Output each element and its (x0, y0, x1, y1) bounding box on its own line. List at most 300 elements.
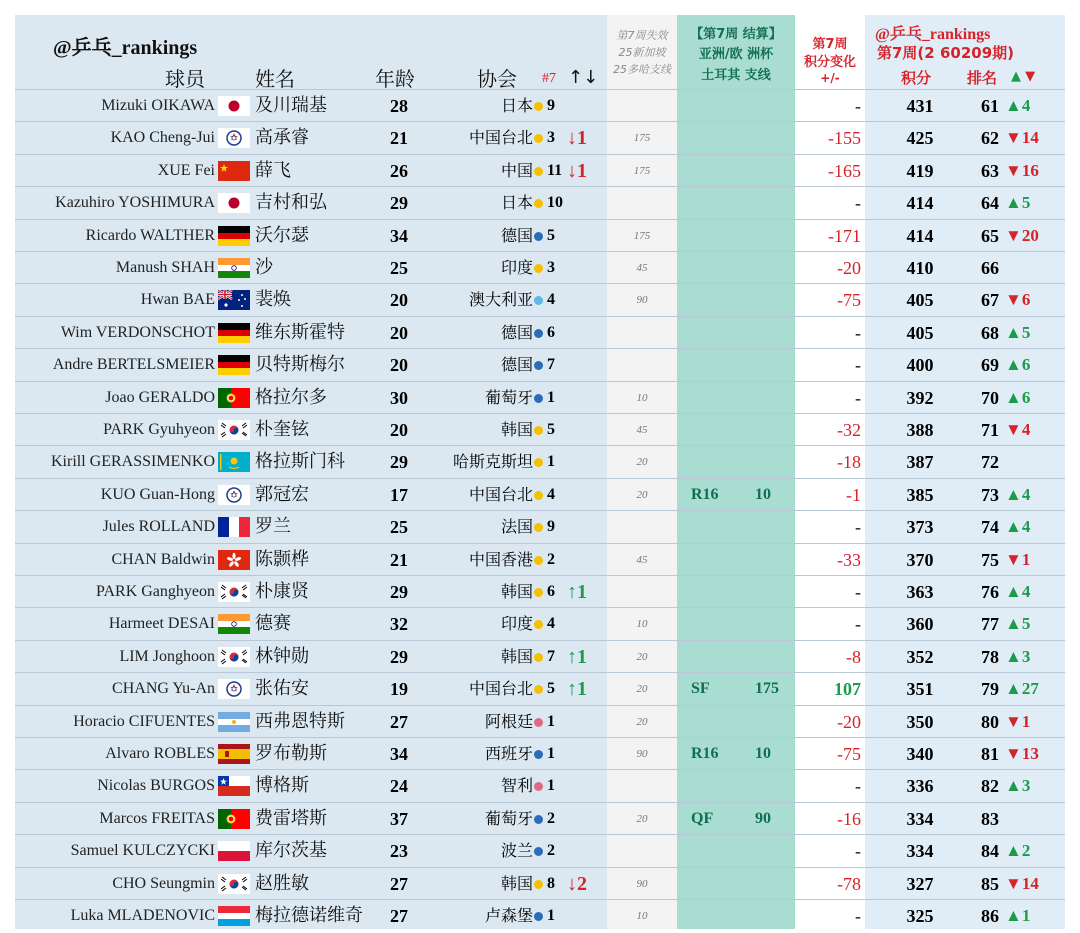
points-change: -75 (837, 744, 861, 764)
rank-change: ▲27 (1005, 679, 1039, 699)
rank-down-legend: ▼ (1025, 69, 1036, 84)
total-points: 370 (906, 549, 934, 570)
header-n7: #7 (542, 71, 556, 86)
player-age: 29 (390, 646, 408, 667)
week-sub2: 土耳其 支线 (701, 68, 771, 83)
player-english-name: CHANG Yu-An (112, 680, 215, 698)
rank-number: 79 (981, 679, 999, 700)
player-english-name: Kirill GERASSIMENKO (50, 453, 215, 471)
rank-change: ▼14 (1005, 873, 1039, 893)
player-age: 19 (390, 679, 408, 700)
player-chinese-name: 格拉斯门科 (255, 451, 345, 473)
association: 中国香港 (468, 549, 533, 569)
rank-number: 72 (981, 452, 999, 473)
player-chinese-name: 张佑安 (255, 678, 309, 700)
total-points: 419 (906, 160, 934, 181)
player-chinese-name: 博格斯 (255, 775, 309, 797)
player-chinese-name: 赵胜敏 (255, 872, 309, 894)
week7-count: 9 (547, 97, 555, 114)
player-english-name: Marcos FREITAS (99, 809, 215, 827)
player-english-name: KUO Guan-Hong (100, 485, 215, 503)
player-english-name: Harmeet DESAI (108, 615, 215, 633)
points-change: - (855, 517, 861, 538)
rank-number: 70 (981, 387, 999, 408)
rank-number: 74 (981, 517, 999, 538)
header-n7-arrows: ↑↓ (568, 67, 599, 88)
week7-count: 2 (547, 550, 555, 568)
week7-arrow: ↑1 (567, 678, 587, 701)
player-english-name: LIM Jonghoon (119, 647, 215, 665)
china-flag-icon (218, 161, 250, 181)
week7-arrow: ↑1 (567, 581, 587, 603)
rank-number: 68 (981, 322, 999, 343)
association: 葡萄牙 (484, 387, 533, 407)
table-row (15, 640, 1065, 673)
week7-count: 7 (547, 356, 555, 374)
total-points: 351 (906, 679, 934, 700)
player-english-name: Hwan BAE (140, 291, 215, 309)
player-chinese-name: 罗兰 (255, 516, 291, 538)
week7-count: 4 (547, 485, 555, 503)
association-dot-icon (534, 685, 543, 694)
table-row (15, 867, 1065, 900)
points-change: -20 (837, 258, 861, 278)
association-dot-icon (534, 750, 543, 759)
rank-number: 84 (981, 841, 999, 862)
header-name: 姓名 (255, 67, 295, 91)
total-points: 425 (906, 128, 934, 149)
week7-arrow: ↓1 (567, 127, 587, 150)
points-change: - (855, 906, 861, 926)
week-points: 10 (755, 745, 771, 762)
association-dot-icon (534, 620, 543, 629)
expired-points: 20 (636, 456, 648, 469)
player-english-name: Horacio CIFUENTES (73, 712, 215, 730)
player-english-name: CHO Seungmin (112, 874, 215, 892)
table-row (15, 575, 1065, 608)
rank-change: ▼20 (1005, 225, 1039, 245)
header-rank-arrows (1011, 69, 1035, 84)
rank-change: ▲1 (1005, 906, 1031, 925)
header-points: 积分 (901, 69, 932, 87)
rank-change: ▲4 (1005, 582, 1031, 601)
rank-change: ▼6 (1005, 290, 1031, 310)
association: 印度 (500, 614, 533, 634)
player-age: 20 (390, 355, 408, 376)
table-row (15, 316, 1065, 349)
points-change: -20 (837, 711, 861, 732)
total-points: 414 (906, 225, 934, 246)
total-points: 392 (906, 387, 934, 408)
player-age: 34 (390, 744, 408, 764)
week7-count: 1 (547, 777, 555, 795)
france-flag-icon (218, 517, 250, 537)
points-change: -33 (837, 549, 861, 570)
expired-title: 第7周失效 (616, 29, 668, 42)
expired-points: 45 (636, 424, 648, 436)
total-points: 360 (906, 614, 934, 635)
rank-change: ▼4 (1005, 420, 1031, 439)
change-sub: 积分变化 (803, 55, 856, 70)
change-title: 第7周 (812, 37, 848, 52)
association: 哈斯克斯坦 (452, 452, 533, 472)
player-age: 27 (390, 873, 408, 894)
week7-count: 5 (547, 421, 555, 438)
table-row (15, 348, 1065, 381)
week-stage: R16 (691, 745, 719, 762)
points-change: - (855, 193, 861, 214)
india-flag-icon (218, 614, 250, 634)
week-stage: QF (691, 809, 714, 827)
week7-count: 8 (547, 874, 555, 892)
association-dot-icon (534, 815, 543, 824)
brand-title: @乒乓_rankings (53, 37, 198, 59)
week7-count: 2 (547, 809, 555, 827)
points-change: -8 (846, 646, 861, 667)
association-dot-icon (534, 264, 543, 273)
week7-count: 1 (547, 712, 555, 730)
player-age: 30 (390, 387, 408, 408)
week7-count: 1 (547, 907, 555, 924)
rank-number: 65 (981, 225, 999, 246)
rank-change: ▲6 (1005, 387, 1031, 407)
player-chinese-name: 贝特斯梅尔 (255, 354, 345, 376)
chile-flag-icon (218, 776, 250, 796)
association-dot-icon (534, 491, 543, 500)
week-points: 90 (755, 809, 771, 827)
week7-count: 11 (547, 161, 563, 179)
points-change: -18 (837, 452, 861, 473)
player-age: 24 (390, 776, 408, 797)
association: 中国台北 (468, 679, 533, 699)
player-english-name: Manush SHAH (115, 259, 215, 276)
association-dot-icon (534, 556, 543, 565)
table-row (15, 769, 1065, 802)
week-title: 【第7周 结算】 (690, 27, 782, 42)
association: 日本 (500, 96, 533, 115)
rank-number: 86 (981, 906, 999, 926)
player-chinese-name: 梅拉德诺维奇 (255, 905, 363, 926)
table-row (15, 543, 1065, 576)
player-chinese-name: 沙 (255, 257, 273, 278)
score-brand: @乒乓_rankings (875, 26, 991, 43)
week7-count: 9 (547, 518, 555, 536)
association: 韩国 (500, 582, 533, 601)
total-points: 334 (906, 808, 934, 829)
week7-count: 5 (547, 680, 555, 698)
table-row (15, 219, 1065, 252)
association: 波兰 (500, 841, 533, 861)
association: 中国 (500, 160, 533, 180)
player-age: 29 (390, 452, 408, 473)
expired-sub1: 25新加坡 (618, 46, 666, 59)
week-stage: SF (691, 680, 710, 698)
rank-number: 81 (981, 744, 999, 764)
rank-up-legend: ▲ (1011, 69, 1021, 84)
player-chinese-name: 裴焕 (255, 289, 291, 311)
association: 葡萄牙 (484, 808, 533, 828)
total-points: 327 (906, 873, 934, 894)
change-sub2: +/- (820, 71, 840, 85)
total-points: 363 (906, 582, 934, 602)
player-english-name: Joao GERALDO (105, 388, 215, 406)
korea-flag-icon (218, 647, 250, 667)
association: 智利 (500, 776, 533, 796)
tpe-flag-icon (218, 485, 250, 505)
player-chinese-name: 林钟勋 (255, 645, 309, 667)
player-age: 23 (390, 841, 408, 862)
table-row (15, 899, 1065, 932)
total-points: 373 (906, 517, 934, 538)
player-age: 28 (390, 96, 408, 116)
association-dot-icon (534, 199, 543, 208)
player-chinese-name: 罗布勒斯 (255, 743, 327, 764)
association-dot-icon (534, 361, 543, 370)
player-age: 27 (390, 711, 408, 732)
rank-number: 61 (981, 96, 999, 116)
player-age: 17 (390, 484, 408, 505)
kazakhstan-flag-icon (218, 452, 250, 472)
week7-count: 4 (547, 615, 555, 633)
points-change: - (855, 96, 861, 116)
player-english-name: Luka MLADENOVIC (70, 907, 215, 924)
table-row (15, 251, 1065, 284)
points-change: -1 (846, 484, 861, 505)
player-age: 29 (390, 582, 408, 602)
association-dot-icon (534, 880, 543, 889)
rank-number: 75 (981, 549, 999, 570)
poland-flag-icon (218, 841, 250, 861)
rank-change: ▼1 (1005, 711, 1031, 731)
week7-arrow: ↑1 (567, 645, 587, 668)
score-period: 第7周(2 60209期) (877, 44, 1014, 62)
expired-points: 45 (636, 262, 648, 274)
association-dot-icon (534, 394, 543, 403)
rank-change: ▲2 (1005, 841, 1031, 861)
association-dot-icon (534, 296, 543, 305)
player-age: 25 (390, 258, 408, 278)
germany-flag-icon (218, 226, 250, 246)
player-age: 29 (390, 193, 408, 214)
association: 韩国 (500, 873, 533, 893)
player-age: 21 (390, 549, 408, 570)
association: 澳大利亚 (468, 290, 533, 310)
rank-number: 83 (981, 808, 999, 829)
portugal-flag-icon (218, 809, 250, 829)
hongkong-flag-icon (218, 550, 250, 570)
association: 中国台北 (468, 484, 533, 504)
rank-change: ▲4 (1005, 484, 1031, 504)
player-english-name: XUE Fei (157, 161, 215, 179)
week-sub1: 亚洲/欧 洲杯 (698, 47, 774, 62)
player-chinese-name: 及川瑞基 (255, 95, 327, 116)
player-english-name: Samuel KULCZYCKI (70, 842, 215, 860)
expired-points: 10 (636, 391, 648, 404)
expired-points: 175 (633, 229, 651, 242)
total-points: 350 (906, 711, 934, 732)
association-dot-icon (534, 718, 543, 727)
association-dot-icon (534, 167, 543, 176)
expired-points: 20 (636, 650, 648, 663)
rank-change: ▼14 (1005, 128, 1039, 148)
week7-count: 4 (547, 291, 555, 309)
japan-flag-icon (218, 193, 250, 213)
player-chinese-name: 库尔茨基 (255, 840, 327, 862)
rank-change: ▲3 (1005, 776, 1031, 796)
total-points: 410 (906, 258, 934, 278)
rank-change: ▲4 (1005, 517, 1031, 537)
points-change: - (855, 322, 861, 343)
australia-flag-icon (218, 290, 250, 310)
player-chinese-name: 沃尔瑟 (255, 224, 309, 246)
points-change: - (855, 582, 861, 602)
header-rank: 排名 (967, 69, 998, 87)
rank-number: 82 (981, 776, 999, 797)
total-points: 405 (906, 322, 934, 343)
player-english-name: Mizuki OIKAWA (101, 97, 215, 114)
player-age: 20 (390, 322, 408, 343)
week7-count: 1 (547, 388, 555, 406)
association-dot-icon (534, 847, 543, 856)
association-dot-icon (534, 523, 543, 532)
association: 德国 (500, 225, 533, 245)
player-age: 27 (390, 906, 408, 926)
player-chinese-name: 德赛 (255, 613, 291, 635)
rank-number: 69 (981, 355, 999, 376)
association: 法国 (500, 517, 533, 537)
points-change: - (855, 841, 861, 862)
player-english-name: Andre BERTELSMEIER (52, 356, 215, 374)
association-dot-icon (534, 329, 543, 338)
association: 印度 (500, 258, 533, 277)
table-row (15, 834, 1065, 867)
rank-number: 76 (981, 582, 999, 602)
rank-change: ▲5 (1005, 322, 1031, 342)
association: 韩国 (500, 646, 533, 666)
rank-change: ▼1 (1005, 549, 1031, 569)
player-age: 21 (390, 128, 408, 149)
association-dot-icon (534, 134, 543, 143)
expired-points: 45 (636, 553, 648, 566)
week7-count: 3 (547, 259, 555, 276)
total-points: 400 (906, 355, 934, 376)
player-english-name: CHAN Baldwin (111, 550, 215, 568)
player-english-name: Alvaro ROBLES (105, 745, 215, 762)
table-row (15, 510, 1065, 543)
points-change: -75 (837, 290, 861, 311)
association-dot-icon (534, 102, 543, 111)
table-row (15, 802, 1065, 835)
rank-number: 64 (981, 193, 999, 214)
expired-points: 10 (636, 910, 648, 922)
rank-change: ▲5 (1005, 614, 1031, 634)
points-change: - (855, 776, 861, 797)
player-chinese-name: 陈颢桦 (255, 548, 309, 570)
association: 日本 (500, 193, 533, 213)
total-points: 414 (906, 193, 934, 214)
player-chinese-name: 高承睿 (255, 127, 309, 149)
player-age: 34 (390, 225, 408, 246)
table-row (15, 445, 1065, 478)
points-change: -78 (837, 873, 861, 894)
expired-sub2: 25多哈支线 (613, 63, 671, 76)
portugal-flag-icon (218, 388, 250, 408)
week7-count: 6 (547, 583, 555, 600)
points-change: -165 (828, 160, 861, 181)
week7-count: 1 (547, 745, 555, 762)
rank-change: ▲4 (1005, 96, 1031, 115)
association: 德国 (500, 355, 533, 375)
rank-change: ▼13 (1005, 744, 1039, 763)
rank-change: ▲5 (1005, 193, 1031, 213)
tpe-flag-icon (218, 679, 250, 699)
expired-points: 10 (636, 618, 648, 631)
player-age: 20 (390, 420, 408, 440)
germany-flag-icon (218, 355, 250, 375)
player-chinese-name: 朴奎铉 (255, 419, 309, 440)
rank-number: 62 (981, 128, 999, 149)
luxembourg-flag-icon (218, 906, 250, 926)
points-change: -155 (828, 128, 861, 149)
expired-points: 20 (636, 488, 648, 501)
player-age: 25 (390, 517, 408, 538)
total-points: 336 (906, 776, 934, 797)
week7-arrow: ↓1 (567, 159, 587, 182)
header-association: 协会 (477, 67, 517, 91)
player-age: 20 (390, 290, 408, 311)
table-row (15, 89, 1065, 122)
expired-points: 20 (636, 715, 648, 728)
table-row (15, 607, 1065, 640)
total-points: 405 (906, 290, 934, 311)
player-chinese-name: 费雷塔斯 (255, 807, 327, 829)
week7-count: 7 (547, 647, 555, 665)
association: 德国 (500, 322, 533, 342)
expired-points: 175 (633, 164, 651, 177)
total-points: 388 (906, 420, 934, 440)
association: 西班牙 (484, 744, 533, 763)
table-row (15, 186, 1065, 219)
table-row (15, 478, 1065, 511)
rank-number: 73 (981, 484, 999, 505)
table-row (15, 705, 1065, 738)
rank-number: 66 (981, 258, 999, 278)
player-english-name: Wim VERDONSCHOT (60, 323, 215, 341)
week-points: 175 (755, 680, 779, 698)
rank-number: 80 (981, 711, 999, 732)
player-age: 26 (390, 160, 408, 181)
player-english-name: Nicolas BURGOS (97, 777, 215, 795)
table-row (15, 283, 1065, 316)
rank-number: 77 (981, 614, 999, 635)
association: 阿根廷 (484, 711, 533, 731)
week7-count: 2 (547, 842, 555, 860)
expired-points: 20 (636, 683, 648, 696)
rank-number: 67 (981, 290, 999, 311)
week7-count: 5 (547, 226, 555, 244)
total-points: 325 (906, 906, 934, 926)
player-age: 37 (390, 808, 408, 829)
expired-points: 175 (633, 132, 651, 145)
korea-flag-icon (218, 582, 250, 602)
points-change: -32 (837, 420, 861, 440)
points-change: - (855, 614, 861, 635)
total-points: 334 (906, 841, 934, 862)
spain-flag-icon (218, 744, 250, 764)
association: 中国台北 (468, 128, 533, 148)
rank-number: 63 (981, 160, 999, 181)
points-change: -171 (828, 225, 861, 246)
